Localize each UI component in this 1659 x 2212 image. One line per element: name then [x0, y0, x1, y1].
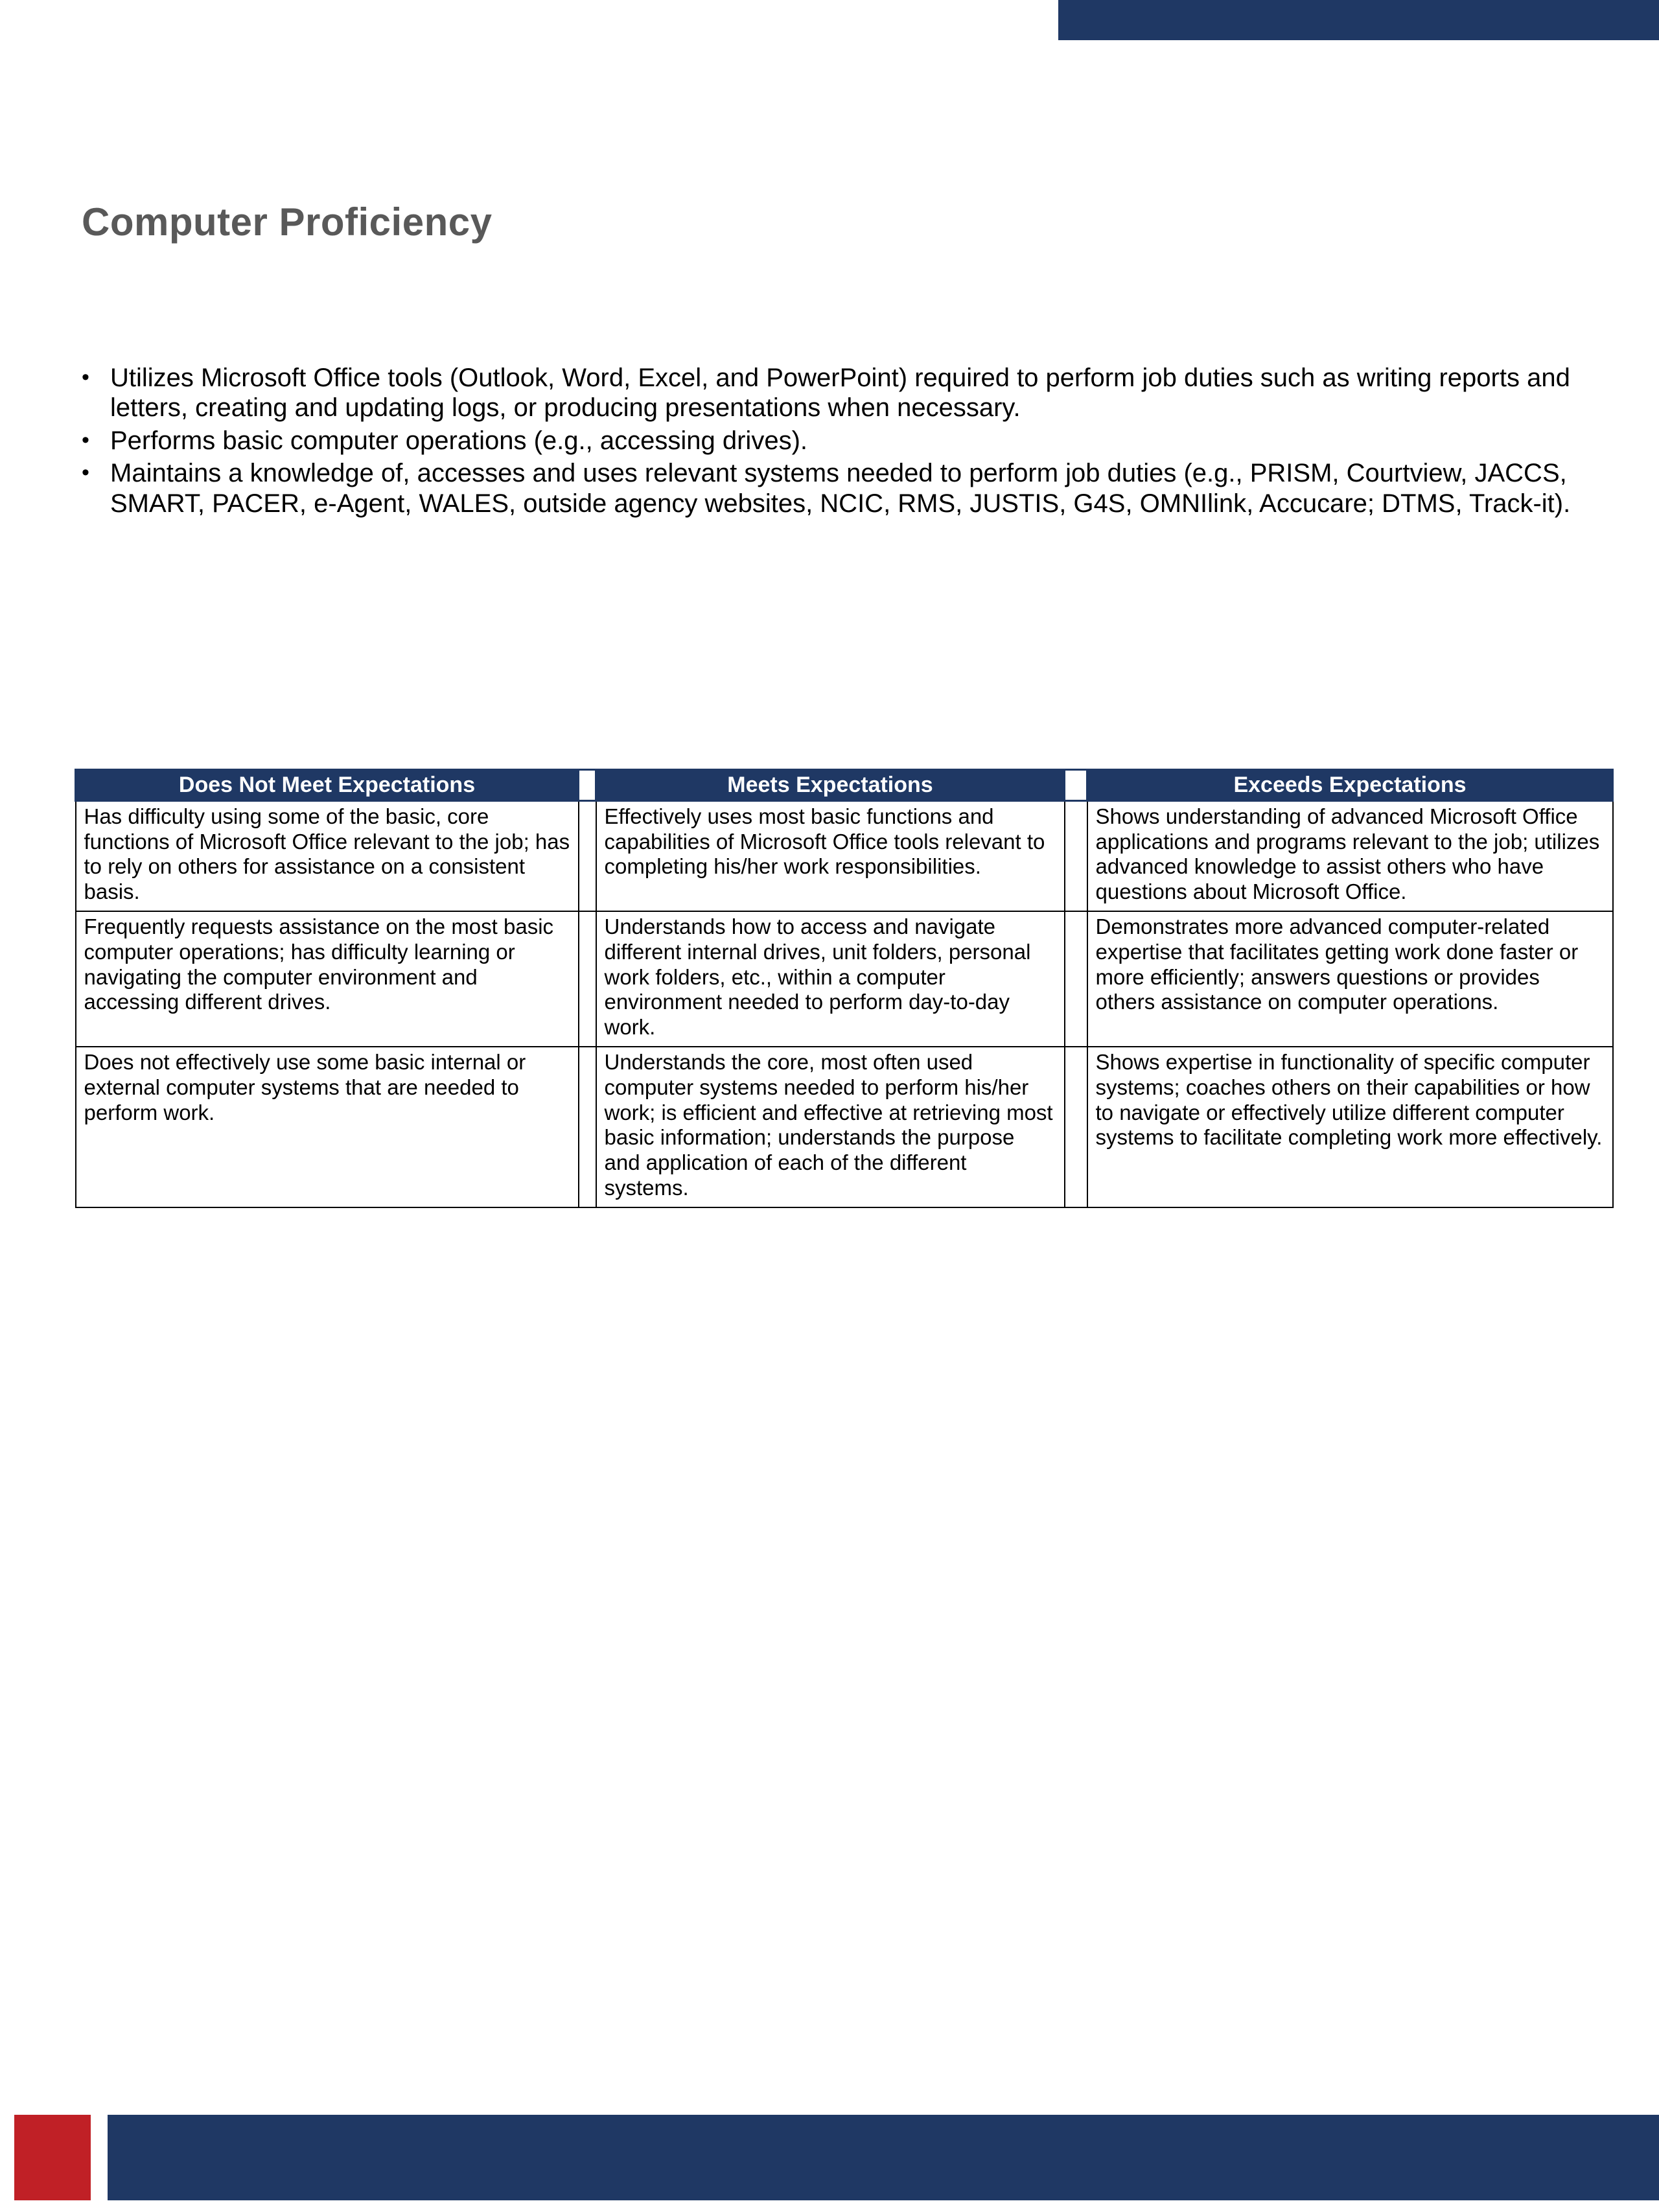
bullet-item	[82, 363, 1598, 423]
column-spacer	[1065, 911, 1087, 1047]
bullet-text: Utilizes Microsoft Office tools (Outlook, Word, Excel, and PowerPoint) required to perform job duties such as writing reports and letters, creating and updating logs, or producing presentations when necessary.	[110, 364, 1570, 423]
column-spacer	[579, 911, 596, 1047]
table-cell: Demonstrates more advanced computer-related expertise that facilitates getting work done faster or more efficiently; answers questions or provides others assistance on computer operations.	[1087, 911, 1613, 1047]
bullet-marker: •	[82, 365, 89, 390]
column-spacer	[579, 801, 596, 912]
table-header-exceeds: Exceeds Expectations	[1087, 770, 1613, 801]
table-cell: Does not effectively use some basic internal or external computer systems that are needed to perform work.	[76, 1047, 579, 1207]
table-header-does-not-meet: Does Not Meet Expectations	[76, 770, 579, 801]
table-row	[76, 801, 1613, 912]
table-cell: Effectively uses most basic functions and capabilities of Microsoft Office tools relevant to completing his/her work responsibilities.	[596, 801, 1065, 912]
column-spacer	[1065, 801, 1087, 912]
page-title: Computer Proficiency	[82, 200, 493, 244]
table-cell: Has difficulty using some of the basic, core functions of Microsoft Office relevant to the job; has to rely on others for assistance on a consistent basis.	[76, 801, 579, 912]
table-cell: Frequently requests assistance on the most basic computer operations; has difficulty learning or navigating the computer environment and accessing different drives.	[76, 911, 579, 1047]
table-row	[76, 911, 1613, 1047]
bullet-marker: •	[82, 460, 89, 485]
column-spacer	[1065, 770, 1087, 801]
table-row	[76, 1047, 1613, 1207]
expectations-table	[75, 769, 1614, 1208]
bullet-item	[82, 426, 1598, 456]
bullet-text: Maintains a knowledge of, accesses and uses relevant systems needed to perform job duties (e.g., PRISM, Courtview, JACCS, SMART, PACER, e-Agent, WALES, outside agency websites, NCIC, RMS, JUSTIS, G4S, OMNIlink, Accucare; DTMS, Track-it).	[110, 459, 1571, 518]
column-spacer	[579, 770, 596, 801]
column-spacer	[579, 1047, 596, 1207]
top-accent-bar	[1058, 0, 1659, 40]
table-header-row	[76, 770, 1613, 801]
table-header-meets: Meets Expectations	[596, 770, 1065, 801]
footer-red-square	[14, 2115, 91, 2200]
footer-navy-bar	[108, 2115, 1659, 2200]
bullet-marker: •	[82, 427, 89, 452]
bullet-item	[82, 458, 1598, 518]
bullet-list	[82, 363, 1598, 521]
table-cell: Understands the core, most often used computer systems needed to perform his/her work; is efficient and effective at retrieving most basic information; understands the purpose and application of each of the different systems.	[596, 1047, 1065, 1207]
column-spacer	[1065, 1047, 1087, 1207]
bullet-text: Performs basic computer operations (e.g., accessing drives).	[110, 426, 807, 455]
table-cell: Understands how to access and navigate different internal drives, unit folders, personal work folders, etc., within a computer environment needed to perform day-to-day work.	[596, 911, 1065, 1047]
table-cell: Shows expertise in functionality of specific computer systems; coaches others on their capabilities or how to navigate or effectively utilize different computer systems to facilitate completing work more effectively.	[1087, 1047, 1613, 1207]
table-cell: Shows understanding of advanced Microsoft Office applications and programs relevant to the job; utilizes advanced knowledge to assist others who have questions about Microsoft Office.	[1087, 801, 1613, 912]
